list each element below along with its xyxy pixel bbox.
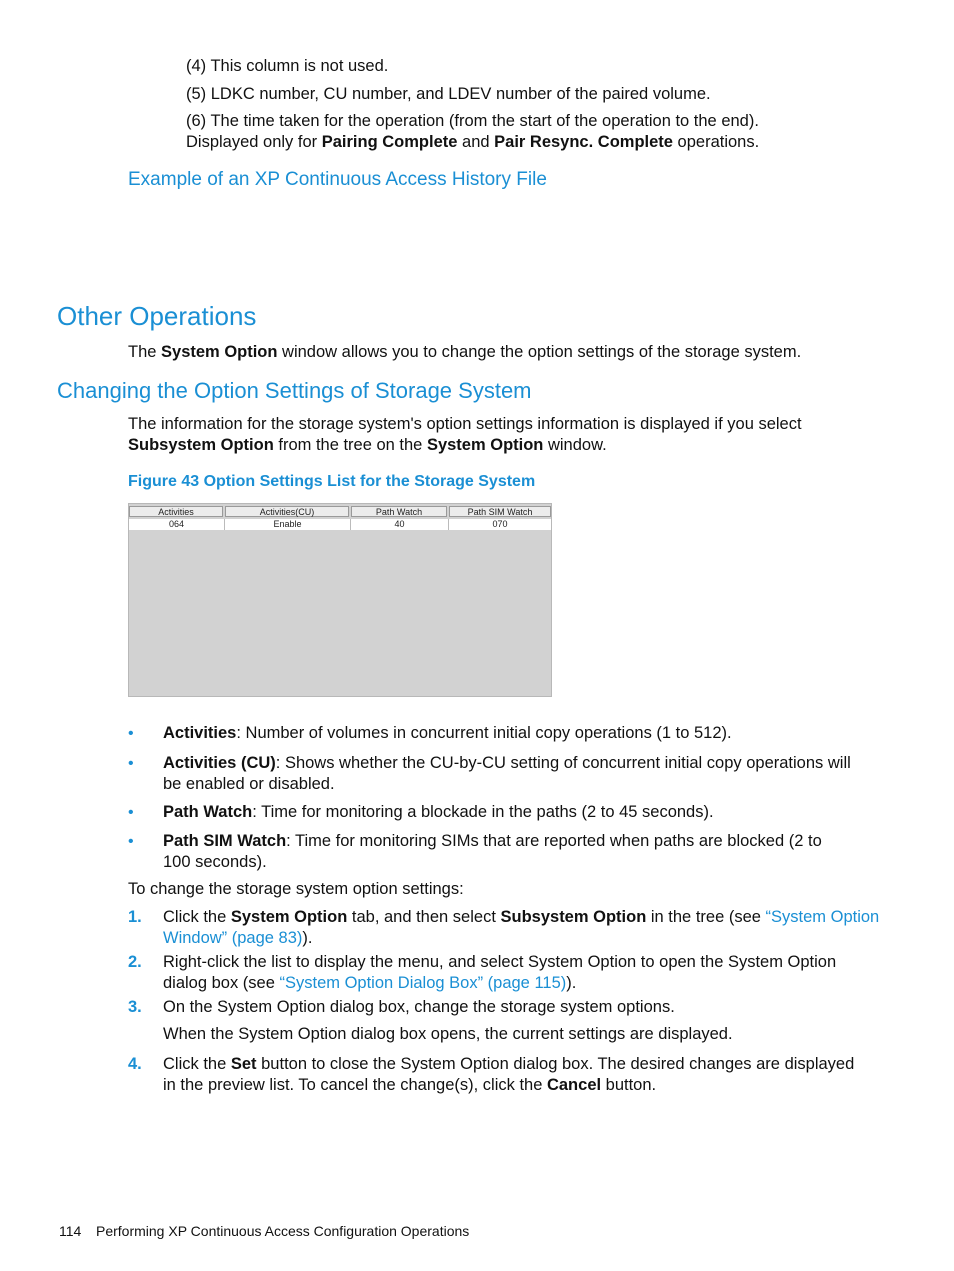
list-row[interactable] [129,519,551,530]
step-number: 3. [128,998,142,1016]
note-4: (4) This column is not used. [186,57,389,75]
bullet-term: Path Watch [163,803,253,821]
bullet-term: Activities [163,724,237,742]
note-6-mid: and [457,133,495,151]
step-1 [128,907,888,949]
bullet-item [128,753,888,795]
list-header [129,506,551,517]
step-number: 1. [128,908,142,926]
note-6-line2 [186,132,759,153]
para-bold2: System Option [426,436,544,454]
footer-title: Performing XP Continuous Access Configuration Operations [96,1223,470,1239]
bullet-text: : Number of volumes in concurrent initial copy operations (1 to 512). [236,724,732,742]
subsection-para-line2 [128,435,802,456]
step-number: 2. [128,953,142,971]
note-6-pre: Displayed only for [186,133,322,151]
header-activities-cu[interactable]: Activities(CU) [225,506,349,517]
note-6-bold1: Pairing Complete [321,133,458,151]
page-number: 114 [59,1223,82,1239]
step-3-note: When the System Option dialog box opens, the current settings are displayed. [163,1025,733,1043]
bullet-text-continued: be enabled or disabled. [163,775,335,793]
step-4-text: button to close the System Option dialog box. The desired changes are displayed [256,1055,855,1073]
example-history-file-link[interactable]: Example of an XP Continuous Access History File [128,169,547,190]
bullet-item [128,723,888,744]
note-5: (5) LDKC number, CU number, and LDEV number of the paired volume. [186,85,711,103]
note-6-line1: (6) The time taken for the operation (from the start of the operation to the end). [186,112,759,130]
note-6-bold2: Pair Resync. Complete [494,133,673,151]
subsection-paragraph [128,414,802,456]
bullet-term: Activities (CU) [163,754,276,772]
bullet-text: : Shows whether the CU-by-CU setting of concurrent initial copy operations will [275,754,851,772]
step-1-text: ). [302,929,313,947]
cell-path-watch: 40 [351,519,449,530]
step-1-bold: Subsystem Option [500,908,647,926]
bullet-dot-icon: • [128,833,134,850]
step-4-text: Click the [163,1055,231,1073]
header-path-watch[interactable]: Path Watch [351,506,447,517]
step-2-text: dialog box (see [163,974,280,992]
step-4-bold: Set [230,1055,257,1073]
step-1-bold: System Option [230,908,348,926]
cell-activities-cu: Enable [225,519,351,530]
step-4-text: button. [601,1076,657,1094]
header-path-sim-watch[interactable]: Path SIM Watch [449,506,551,517]
section-title: Other Operations [57,301,257,331]
step-3 [128,997,888,1045]
option-settings-list[interactable] [128,503,552,697]
subsection-para-line1: The information for the storage system's option settings information is displayed if you select [128,415,802,433]
bullet-text: : Time for monitoring a blockade in the paths (2 to 45 seconds). [252,803,714,821]
note-6-post: operations. [672,133,760,151]
para-mid: from the tree on the [273,436,427,454]
step-2-text: Right-click the list to display the menu, and select System Option to open the System Option [163,953,837,971]
intro-bold: System Option [161,343,278,361]
step-4-text: in the preview list. To cancel the change(s), click the [163,1076,547,1094]
system-option-dialog-link[interactable]: “System Option Dialog Box” (page 115) [279,974,567,992]
intro-post: window allows you to change the option settings of the storage system. [277,343,802,361]
bullet-item [128,831,888,873]
step-2 [128,952,888,994]
bullet-text-continued: 100 seconds). [163,853,267,871]
step-3-text: On the System Option dialog box, change the storage system options. [163,998,675,1016]
steps-intro: To change the storage system option settings: [128,880,464,898]
cell-path-sim-watch: 070 [492,519,508,529]
system-option-window-link[interactable]: Window” (page 83) [163,929,303,947]
bullet-term: Path SIM Watch [163,832,287,850]
para-post: window. [543,436,607,454]
bullet-text: : Time for monitoring SIMs that are reported when paths are blocked (2 to [286,832,822,850]
figure-caption: Figure 43 Option Settings List for the Storage System [128,473,536,490]
step-number: 4. [128,1055,142,1073]
intro-pre: The [128,343,162,361]
bullet-dot-icon: • [128,725,134,742]
bullet-dot-icon: • [128,804,134,821]
cell-activities: 064 [129,519,225,530]
step-4 [128,1054,888,1096]
bullet-dot-icon: • [128,755,134,772]
step-1-text: Click the [163,908,231,926]
note-6 [186,111,759,153]
step-1-text: in the tree (see [646,908,766,926]
para-bold1: Subsystem Option [128,436,274,454]
step-4-bold: Cancel [546,1076,602,1094]
system-option-window-link[interactable]: “System Option [765,908,880,926]
bullet-item [128,802,888,823]
step-1-text: tab, and then select [347,908,501,926]
section-intro [128,342,801,363]
header-activities[interactable]: Activities [129,506,223,517]
subsection-title: Changing the Option Settings of Storage System [57,378,532,403]
step-2-text: ). [566,974,577,992]
